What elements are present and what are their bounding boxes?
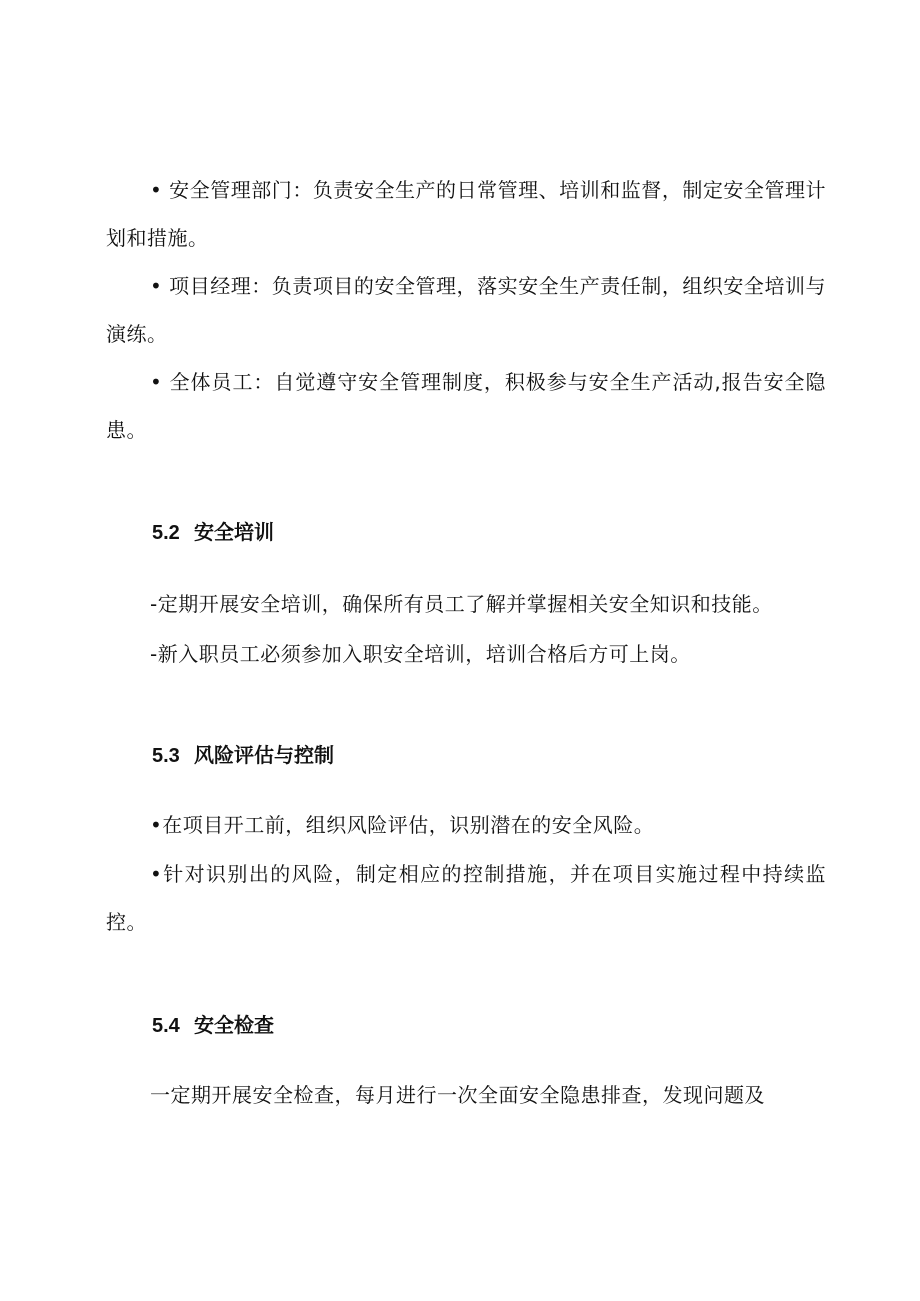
section-title: 风险评估与控制	[194, 743, 334, 767]
list-item: -定期开展安全培训，确保所有员工了解并掌握相关安全知识和技能。	[150, 592, 773, 616]
list-item: • 安全管理部门：负责安全生产的日常管理、培训和监督，制定安全管理计划和措施。	[106, 178, 826, 250]
list-item: • 全体员工：自觉遵守安全管理制度，积极参与安全生产活动,报告安全隐患。	[106, 370, 826, 442]
section-heading-5-2	[152, 518, 274, 547]
section-title: 安全检查	[194, 1013, 274, 1037]
section-heading-5-3	[152, 741, 334, 770]
section-number: 5.4	[152, 1015, 180, 1037]
list-item: • 项目经理：负责项目的安全管理，落实安全生产责任制，组织安全培训与演练。	[106, 274, 826, 346]
section-title: 安全培训	[194, 520, 274, 544]
section-heading-5-4	[152, 1011, 274, 1040]
list-item: •针对识别出的风险，制定相应的控制措施，并在项目实施过程中持续监控。	[106, 862, 826, 934]
list-item: •在项目开工前，组织风险评估，识别潜在的安全风险。	[150, 813, 655, 837]
list-item: 一定期开展安全检查，每月进行一次全面安全隐患排查，发现问题及	[150, 1083, 765, 1107]
list-item: -新入职员工必须参加入职安全培训，培训合格后方可上岗。	[150, 642, 691, 666]
section-number: 5.3	[152, 745, 180, 767]
section-number: 5.2	[152, 522, 180, 544]
